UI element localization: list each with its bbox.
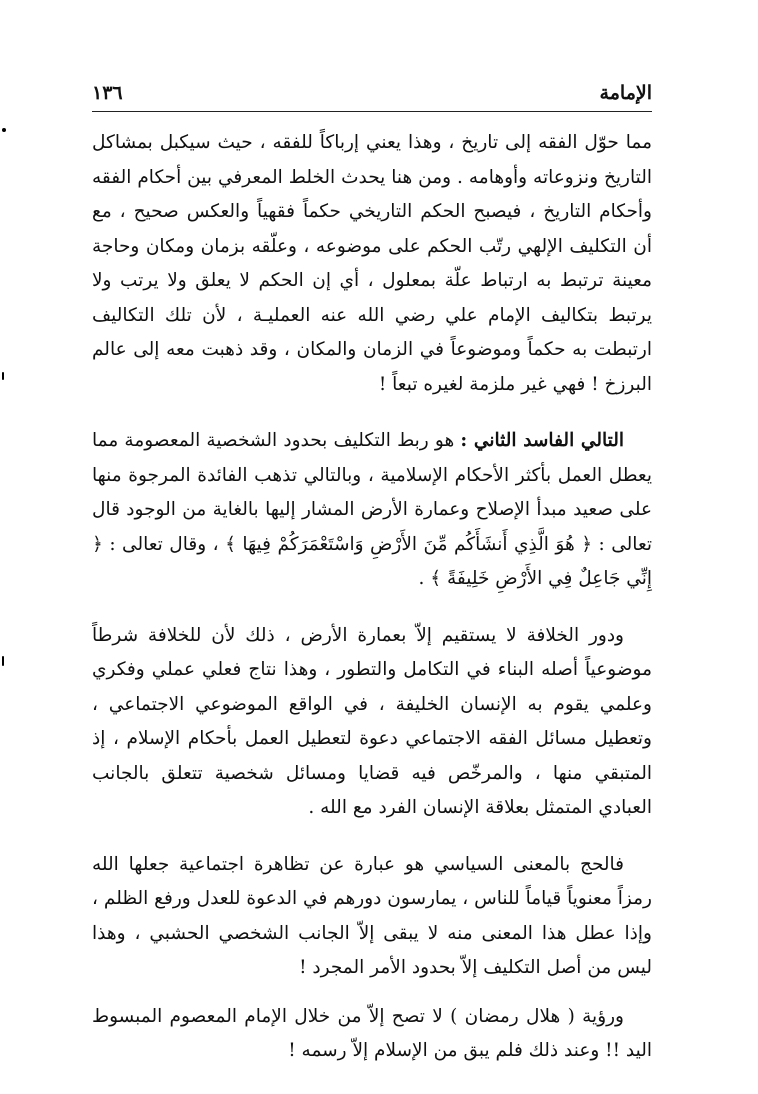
paragraph-1 [92,126,652,402]
paragraph-5 [92,1000,652,1069]
paragraph-4 [92,848,652,986]
scan-margin-mark [2,128,6,132]
page-number: ١٣٦ [92,82,123,104]
quran-verse-2: ﴿ إِنِّي جَاعِلٌ فِي الأَرْضِ خَلِيفَةً ﴾ [92,533,652,589]
header-rule [92,111,652,112]
scan-margin-mark [2,372,4,380]
paragraph-text: ، وقال تعالى : [102,533,226,555]
body-text [92,126,652,1091]
quran-verse-1: ﴿ هُوَ الَّذِي أَنشَأَكُم مِّنَ الأَرْضِ وَاسْتَعْمَرَكُمْ فِيهَا ﴾ [225,533,593,555]
paragraph-heading: التالي الفاسد الثاني : [460,430,624,451]
paragraph-3 [92,619,652,826]
running-header [92,78,652,112]
running-title: الإمامة [599,82,652,104]
paragraph-text: مما حوّل الفقه إلى تاريخ ، وهذا يعني إرباكاً للفقه ، حيث سيكبل بمشاكل التاريخ ونزوعاته وأوهامه . ومن هنا يحدث الخلط المعرفي بين أحكام الفقه وأحكام التاريخ ، فيصبح الحكم التاريخي حكماً فقهياً والعكس صحيح ، مع أن التكليف الإلهي رتّب الحكم على موضوعه ، وعلّقه بزمان ومكان وحاجة معينة ترتبط به ارتباط علّة بمعلول ، أي إن الحكم لا يعلق ولا يرتب ولا يرتبط بتكاليف الإمام علي رضي الله عنه العمليـة ، لأن تلك التكاليف ارتبطت به حكماً وموضوعاً في الزمان والمكان ، وقد ذهبت معه إلى عالم البرزخ ! فهي غير ملزمة لغيره تبعاً ! [92,132,652,395]
paragraph-2 [92,424,652,597]
paragraph-text: ورؤية ( هلال رمضان ) لا تصح إلاّ من خلال الإمام المعصوم المبسوط اليد !! وعند ذلك فلم يبق من الإسلام إلاّ رسمه ! [92,1005,652,1061]
paragraph-text: هو ربط التكليف بحدود الشخصية المعصومة مما يعطل العمل بأكثر الأحكام الإسلامية ، وبالتالي تذهب الفائدة المرجوة منها على صعيد مبدأ الإصلاح وعمارة الأرض المشار إليها بالغاية من الوجود قال تعالى : [92,430,653,555]
paragraph-text: ودور الخلافة لا يستقيم إلاّ بعمارة الأرض ، ذلك لأن للخلافة شرطاً موضوعياً أصله البناء في التكامل والتطور ، وهذا نتاج فعلي عملي وفكري وعلمي يقوم به الإنسان الخليفة ، في الواقع الموضوعي الاجتماعي ، وتعطيل مسائل الفقه الاجتماعي دعوة لتعطيل العمل بأحكام الإسلام ، إذ المتبقي منها ، والمرخّص فيه قضايا ومسائل شخصية تتعلق بالجانب العبادي المتمثل بعلاقة الإنسان الفرد مع الله . [92,624,652,818]
paragraph-text: فالحج بالمعنى السياسي هو عبارة عن تظاهرة اجتماعية جعلها الله رمزاً معنوياً قياماً للناس ، يمارسون دورهم في الدعوة للعدل ورفع الظلم ، وإذا عطل هذا المعنى منه لا يبقى إلاّ الجانب الشخصي الحشبي ، وهذا ليس من أصل التكليف إلاّ بحدود الأمر المجرد ! [92,853,652,978]
scan-margin-mark [2,656,4,666]
paragraph-text: . [418,568,431,589]
